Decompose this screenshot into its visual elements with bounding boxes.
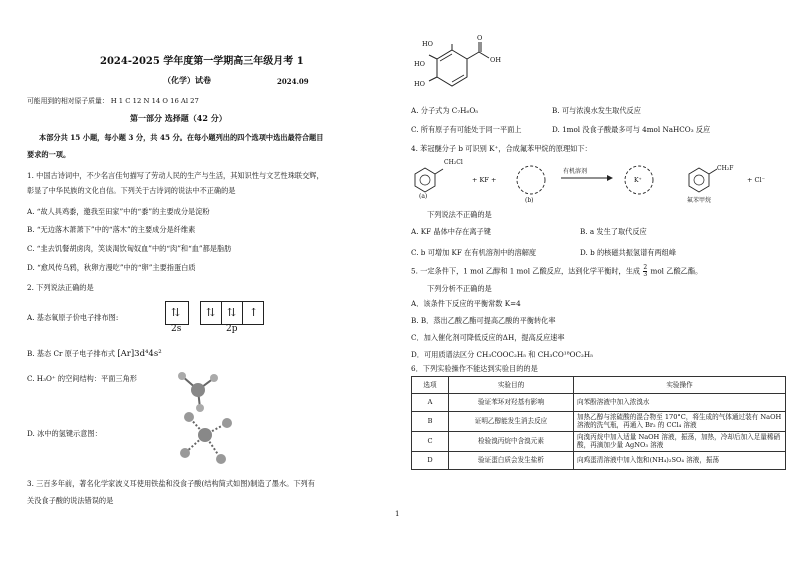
q4-sub-stem: 下列说法不正确的是 xyxy=(427,210,492,219)
table-cell: 验证苯环对羟基有影响 xyxy=(449,394,574,412)
table-row xyxy=(412,394,786,412)
table-cell: D xyxy=(412,451,449,469)
q5-option-b: B. B．蒸出乙酸乙酯可提高乙酸的平衡转化率 xyxy=(411,316,556,325)
part1-instructions-1: 本部分共 15 小题，每小题 3 分，共 45 分。在每小题列出的四个选项中选出最符合题目 xyxy=(39,133,324,142)
gallic-ho-2: HO xyxy=(414,60,425,68)
orbital-2p-box-1 xyxy=(200,301,222,325)
table-row xyxy=(412,431,786,451)
q4-label-b: (b) xyxy=(525,197,534,204)
q1-stem-2: 彰显了中华民族的文化自信。下列关于古诗词的说法中不正确的是 xyxy=(27,186,236,195)
table-cell: 向鸡蛋清溶液中加入饱和(NH₄)₂SO₄ 溶液，振荡 xyxy=(574,451,786,469)
gallic-o: O xyxy=(477,34,483,42)
electron-pair-icon: ⇅ xyxy=(171,306,181,319)
orbital-2p-label: 2p xyxy=(226,324,238,334)
q3-option-a: A. 分子式为 C₇H₆O₅ xyxy=(411,106,479,115)
table-cell: A xyxy=(412,394,449,412)
q4-cl: + Cl⁻ xyxy=(747,176,765,184)
electron-up-icon: ↑ xyxy=(249,306,259,319)
q2-option-a: A. 基态氧原子价电子排布图: xyxy=(27,313,119,322)
table-row xyxy=(412,451,786,469)
q3-option-d: D. 1mol 没食子酸最多可与 4mol NaHCO₃ 反应 xyxy=(552,125,711,134)
q4-option-a: A. KF 晶体中存在离子键 xyxy=(411,227,491,236)
q4-label-product: 氟苯甲烷 xyxy=(687,197,712,204)
table-header-option: 选项 xyxy=(412,377,449,394)
electron-pair-icon: ⇅ xyxy=(227,306,237,319)
experiment-table xyxy=(411,376,786,470)
q4-option-b: B. a 发生了取代反应 xyxy=(580,227,647,236)
q4-arrow-label: 有机溶剂 xyxy=(563,168,588,175)
table-header-aim: 实验目的 xyxy=(449,377,574,394)
q6-stem: 6．下列实验操作不能达到实验目的的是 xyxy=(411,364,538,373)
q4-label-a: (a) xyxy=(419,193,428,200)
q2-option-c: C. H₃O⁺ 的空间结构：平面三角形 xyxy=(27,374,137,383)
electron-pair-icon: ⇅ xyxy=(206,306,216,319)
q4-ch2f: CH₂F xyxy=(717,165,734,172)
q1-option-a: A. “故人具鸡黍，邀我至田家”中的“黍”的主要成分是淀粉 xyxy=(27,207,210,216)
table-cell: 验证蛋白质会发生盐析 xyxy=(449,451,574,469)
q3-option-c: C. 所有原子有可能处于同一平面上 xyxy=(411,125,522,134)
gallic-ho-1: HO xyxy=(422,40,433,48)
table-header-operation: 实验操作 xyxy=(574,377,786,394)
q2-option-d: D. 冰中的氢键示意图： xyxy=(27,429,102,438)
cr-config: [Ar]3d⁴4s² xyxy=(117,349,162,359)
table-cell: 向溴丙烷中加入适量 NaOH 溶液，振荡，加热，冷却后加入足量稀硝酸，再滴加少量 AgNO₃ 溶液 xyxy=(574,431,786,451)
table-cell: 检验溴丙烷中含溴元素 xyxy=(449,431,574,451)
q1-option-c: C. “韭去饥餐胡虏肉，笑谈渴饮匈奴血”中的“肉”和“血”都是脂肪 xyxy=(27,244,232,253)
q5-sub-stem: 下列分析不正确的是 xyxy=(427,284,492,293)
q5-option-a: A．该条件下反应的平衡常数 K=4 xyxy=(411,299,521,308)
q1-stem-1: 1. 中国古诗词中，不少名言佳句描写了劳动人民的生产与生活，其知识性与文艺性珠联交辉， xyxy=(27,171,324,180)
q4-stem: 4. 苯冠醚分子 b 可识别 K⁺，合成氟苯甲烷的原理如下： xyxy=(411,144,592,153)
q5-stem: 5. 一定条件下，1 mol 乙醇和 1 mol 乙酸反应，达到化学平衡时，生成 $\frac{2}{3}$ mol 乙酸乙酯。 xyxy=(411,264,703,278)
q3-stem-2: 关没食子酸的说法错误的是 xyxy=(27,496,114,505)
table-cell: C xyxy=(412,431,449,451)
q1-option-b: B. “无边落木萧萧下”中的“落木”的主要成分是纤维素 xyxy=(27,225,196,234)
part1-instructions-2: 要求的一项。 xyxy=(27,150,71,159)
q4-ch2cl: CH₂Cl xyxy=(444,159,463,166)
gallic-oh: OH xyxy=(490,56,501,64)
table-cell: 加热乙醇与浓硫酸的混合物至 170°C，将生成的气体通过装有 NaOH 溶液的洗气瓶，再通入 Br₂ 的 CCl₄ 溶液 xyxy=(574,412,786,432)
q5-option-d: D．可用质谱法区分 CH₃COOC₂H₅ 和 CH₃CO¹⁸OC₂H₅ xyxy=(411,350,593,359)
atomic-masses: 可能用到的相对原子质量： H 1 C 12 N 14 O 16 Al 27 xyxy=(27,97,199,105)
q5-fraction: $\frac{2}{3}$ xyxy=(643,264,648,278)
q2-option-b: B. 基态 Cr 原子电子排布式 [Ar]3d⁴4s² xyxy=(27,349,162,359)
q3-stem-1: 3. 三百多年前，著名化学家波义耳使用铁盐和没食子酸(结构简式如图)制造了墨水。下列有 xyxy=(27,479,315,488)
orbital-2p-box-2 xyxy=(221,301,243,325)
table-row xyxy=(412,412,786,432)
q4-k-plus: K⁺ xyxy=(634,177,642,184)
q3-option-b: B. 可与浓溴水发生取代反应 xyxy=(552,106,641,115)
table-header-row xyxy=(412,377,786,394)
table-cell: 向苯酚溶液中加入浓溴水 xyxy=(574,394,786,412)
orbital-2s-box xyxy=(165,301,189,325)
q4-option-c: C. b 可增加 KF 在有机溶剂中的溶解度 xyxy=(411,248,537,257)
table-cell: B xyxy=(412,412,449,432)
q2-stem: 2. 下列说法正确的是 xyxy=(27,283,94,292)
orbital-2p-box-3 xyxy=(242,301,264,325)
page-number: 1 xyxy=(395,510,400,518)
part1-heading: 第一部分 选择题（42 分） xyxy=(130,113,227,123)
gallic-ho-3: HO xyxy=(414,80,425,88)
exam-title: 2024-2025 学年度第一学期高三年级月考 1 xyxy=(100,56,304,67)
table-cell: 证明乙醇能发生消去反应 xyxy=(449,412,574,432)
q1-option-d: D. “愈风传乌鸦，秋卵方漫吃”中的“卵”主要指蛋白质 xyxy=(27,263,196,272)
ice-hbond-icon xyxy=(165,405,245,475)
exam-subject: （化学）试卷 xyxy=(163,75,211,85)
q4-kf: + KF + xyxy=(472,176,497,184)
q4-option-d: D. b 的核磁共振氢谱有两组峰 xyxy=(580,248,677,257)
exam-date: 2024.09 xyxy=(277,77,309,86)
orbital-2s-label: 2s xyxy=(171,324,182,334)
q5-option-c: C．加入催化剂可降低反应的ΔH，提高反应速率 xyxy=(411,333,565,342)
